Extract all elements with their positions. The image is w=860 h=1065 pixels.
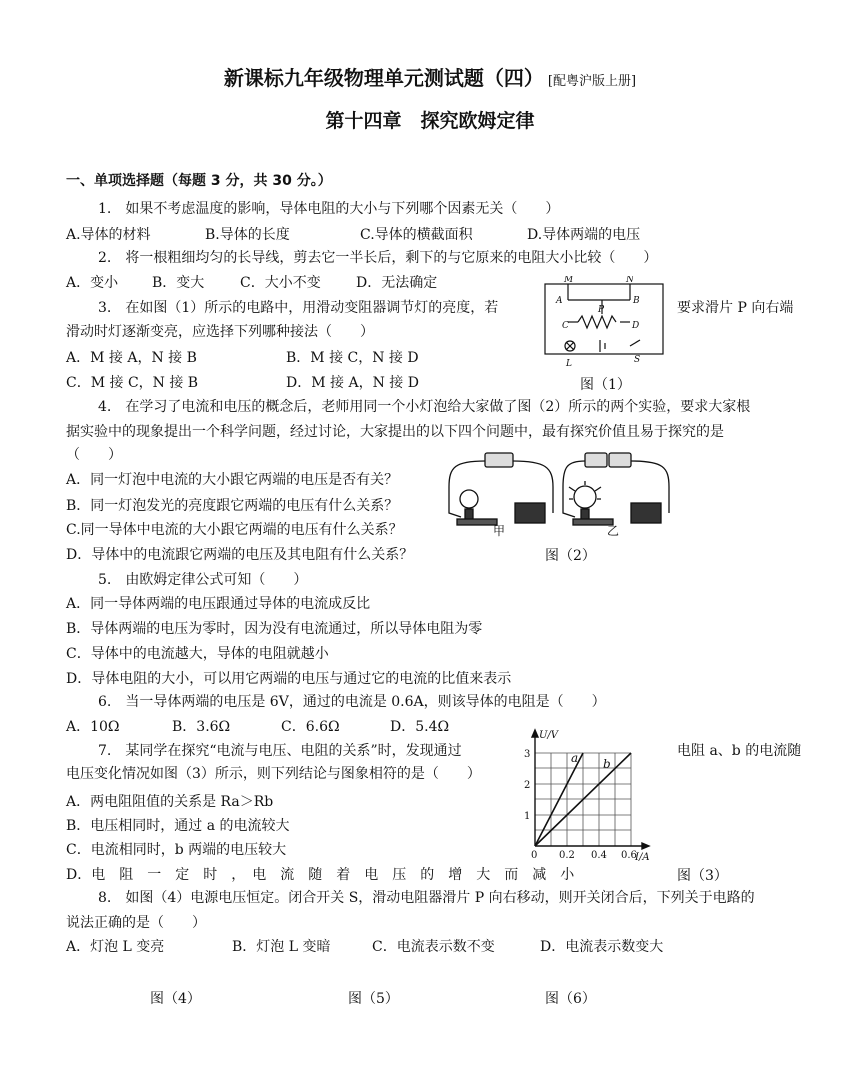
title-row — [0, 62, 860, 91]
q7-option-d: D．电 阻 一 定 时 ， 电 流 随 着 电 压 的 增 大 而 减 小 — [66, 867, 575, 883]
q4-option-d: D．导体中的电流跟它两端的电压及其电阻有什么关系？ — [66, 547, 414, 563]
y-tick-3: 3 — [524, 749, 531, 760]
figure-1-caption: 图（1） — [580, 377, 631, 393]
question-3-stem: 3. 在如图（1）所示的电路中，用滑动变阻器调节灯的亮度，若 — [98, 300, 499, 316]
question-3-stem-right: 要求滑片 P 向右端 — [677, 300, 794, 316]
figure-1-circuit — [540, 276, 670, 368]
x-tick-0-2: 0.2 — [559, 850, 575, 861]
chapter-title: 第十四章 探究欧姆定律 — [325, 110, 535, 132]
y-tick-2: 2 — [524, 780, 531, 791]
figure-2-experiments — [445, 447, 675, 539]
question-4-stem-line2: 据实验中的现象提出一个科学问题，经过讨论，大家提出的以下四个问题中，最有探究价值且易于探究的是 — [66, 424, 724, 440]
q4-option-c: C.同一导体中电流的大小跟它两端的电压有什么关系？ — [66, 522, 403, 538]
label-yi: 乙 — [607, 524, 620, 538]
q5-option-a: A．同一导体两端的电压跟通过导体的电流成反比 — [66, 596, 371, 612]
label-jia: 甲 — [493, 524, 506, 538]
q1-option-c: C.导体的横截面积 — [360, 227, 473, 243]
graph-xlabel: I/A — [635, 852, 650, 863]
q8-option-d: D．电流表示数变大 — [540, 939, 664, 955]
question-7-stem: 7. 某同学在探究“电流与电压、电阻的关系”时，发现通过 — [98, 743, 462, 759]
base-yi — [631, 503, 661, 523]
question-4-stem-line3: （ ） — [66, 447, 122, 463]
q8-option-c: C．电流表示数不变 — [372, 939, 495, 955]
q5-option-d: D．导体电阻的大小，可以用它两端的电压与通过它的电流的比值来表示 — [66, 671, 512, 687]
title-edition-note: [配粤沪版上册] — [547, 74, 637, 89]
q1-option-a: A.导体的材料 — [66, 227, 151, 243]
battery-jia — [485, 453, 513, 467]
label-c: C — [562, 321, 569, 331]
q6-option-a: A．10Ω — [66, 719, 120, 735]
label-a: A — [556, 296, 563, 306]
q3-option-d: D．M 接 A，N 接 D — [286, 375, 419, 391]
rheostat-resistor-coil — [578, 316, 616, 328]
bulb-yi — [574, 486, 596, 508]
switch-s-symbol — [630, 340, 640, 346]
figure-3-graph — [515, 728, 665, 864]
q6-option-c: C．6.6Ω — [281, 719, 340, 735]
bulb-jia — [460, 490, 478, 508]
label-n: N — [626, 276, 634, 285]
figure-2-caption: 图（2） — [545, 548, 596, 564]
q7-option-a: A．两电阻阻值的关系是 Ra＞Rb — [66, 794, 274, 810]
figure-4-caption: 图（4） — [150, 991, 201, 1007]
q8-option-a: A．灯泡 L 变亮 — [66, 939, 165, 955]
line-b-label: b — [603, 757, 611, 771]
q2-option-c: C．大小不变 — [240, 275, 321, 291]
q2-option-b: B．变大 — [152, 275, 205, 291]
x-tick-0: 0 — [531, 850, 538, 861]
label-l: L — [566, 359, 572, 368]
graph-ylabel: U/V — [539, 730, 559, 741]
battery-yi-2 — [609, 453, 631, 467]
question-1-stem: 1. 如果不考虑温度的影响，导体电阻的大小与下列哪个因素无关（ ） — [98, 201, 560, 217]
q7-option-c: C．电流相同时，b 两端的电压较大 — [66, 842, 287, 858]
base-jia — [515, 503, 545, 523]
q5-option-b: B．导体两端的电压为零时，因为没有电流通过，所以导体电阻为零 — [66, 621, 483, 637]
line-a — [535, 753, 583, 846]
q6-option-d: D．5.4Ω — [390, 719, 450, 735]
question-8-stem-line2: 说法正确的是（ ） — [66, 915, 206, 931]
question-2-stem: 2. 将一根粗细均匀的长导线，剪去它一半长后，剩下的与它原来的电阻大小比较（ ） — [98, 250, 658, 266]
q4-option-a: A．同一灯泡中电流的大小跟它两端的电压是否有关？ — [66, 472, 399, 488]
q2-option-d: D．无法确定 — [356, 275, 438, 291]
figure-3-caption: 图（3） — [677, 868, 728, 884]
question-3-stem-line2: 滑动时灯逐渐变亮，应选择下列哪种接法（ ） — [66, 324, 374, 340]
section-heading: 一、单项选择题（每题 3 分，共 30 分。） — [66, 173, 332, 189]
page-title: 新课标九年级物理单元测试题（四） — [223, 66, 544, 90]
label-p: P — [598, 305, 605, 315]
question-6-stem: 6. 当一导体两端的电压是 6V，通过的电流是 0.6A，则该导体的电阻是（ ） — [98, 694, 606, 710]
q8-option-b: B．灯泡 L 变暗 — [232, 939, 331, 955]
q3-option-a: A．M 接 A，N 接 B — [66, 350, 197, 366]
q3-option-c: C．M 接 C，N 接 B — [66, 375, 199, 391]
label-s: S — [634, 355, 641, 365]
q3-option-b: B．M 接 C，N 接 D — [286, 350, 419, 366]
q1-option-b: B.导体的长度 — [205, 227, 290, 243]
q6-option-b: B．3.6Ω — [172, 719, 231, 735]
q5-option-c: C．导体中的电流越大，导体的电阻就越小 — [66, 646, 329, 662]
x-tick-0-4: 0.4 — [591, 850, 607, 861]
question-4-stem: 4. 在学习了电流和电压的概念后，老师用同一个小灯泡给大家做了图（2）所示的两个实验，要求大家根 — [98, 399, 751, 415]
question-8-stem: 8. 如图（4）电源电压恒定。闭合开关 S，滑动电阻器滑片 P 向右移动，则开关闭合后，下列关于电路的 — [98, 890, 755, 906]
circuit-outer-wire — [545, 284, 663, 354]
q1-option-d: D.导体两端的电压 — [527, 227, 641, 243]
label-d: D — [632, 321, 640, 331]
label-b: B — [633, 296, 640, 306]
label-m: M — [564, 276, 574, 285]
figure-5-caption: 图（5） — [348, 991, 399, 1007]
y-tick-1: 1 — [524, 811, 531, 822]
q4-option-b: B．同一灯泡发光的亮度跟它两端的电压有什么关系？ — [66, 498, 399, 514]
figure-6-caption: 图（6） — [545, 991, 596, 1007]
x-axis-arrow — [642, 843, 649, 849]
question-7-stem-right: 电阻 a、b 的电流随 — [677, 743, 802, 759]
question-5-stem: 5. 由欧姆定律公式可知（ ） — [98, 572, 308, 588]
q7-option-b: B．电压相同时，通过 a 的电流较大 — [66, 818, 290, 834]
battery-yi-1 — [585, 453, 607, 467]
x-tick-0-6: 0.6 — [621, 850, 637, 861]
y-axis-arrow — [532, 730, 538, 737]
question-7-stem-line2: 电压变化情况如图（3）所示，则下列结论与图象相符的是（ ） — [66, 766, 481, 782]
q2-option-a: A．变小 — [66, 275, 119, 291]
line-a-label: a — [571, 751, 579, 765]
